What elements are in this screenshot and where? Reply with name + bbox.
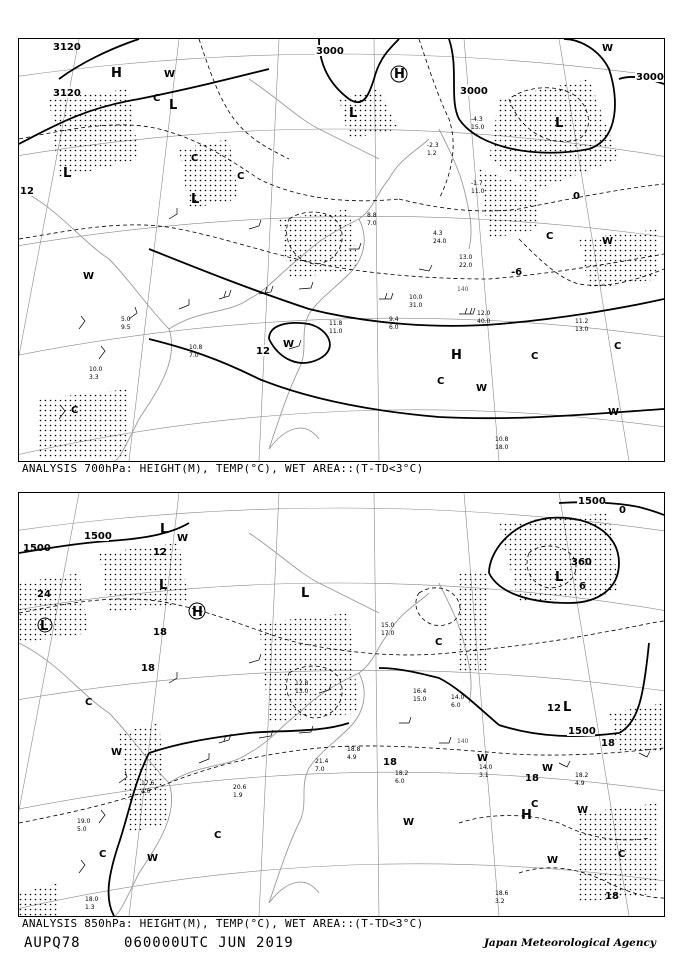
station-plot: [381, 622, 395, 637]
contour-value: 3000: [460, 86, 488, 97]
svg-text:14.0: 14.0: [479, 764, 493, 771]
contour-value: 12: [256, 346, 270, 357]
svg-text:16.4: 16.4: [413, 688, 427, 695]
cold-symbol: C: [618, 849, 626, 860]
warm-symbol: W: [177, 533, 189, 544]
high-center: H: [111, 66, 122, 81]
svg-text:14.0: 14.0: [451, 694, 465, 701]
cold-symbol: C: [531, 351, 539, 362]
svg-text:9.5: 9.5: [121, 324, 131, 331]
svg-text:10.0: 10.0: [89, 366, 103, 373]
svg-text:12.8: 12.8: [295, 680, 309, 687]
contour-value: 18: [383, 757, 397, 768]
warm-symbol: W: [283, 339, 295, 350]
svg-text:5.0: 5.0: [121, 316, 131, 323]
svg-text:13.0: 13.0: [575, 326, 589, 333]
cold-symbol: C: [614, 341, 622, 352]
svg-text:6.0: 6.0: [395, 778, 405, 785]
station-plot: [413, 688, 427, 703]
meridian-label: 140: [457, 286, 469, 293]
warm-symbol: W: [111, 747, 123, 758]
cold-symbol: C: [99, 849, 107, 860]
caption-850hpa: ANALYSIS 850hPa: HEIGHT(M), TEMP(°C), WET AREA::(T-TD<3°C): [22, 917, 424, 930]
svg-text:21.4: 21.4: [315, 758, 329, 765]
svg-text:18.0: 18.0: [85, 896, 99, 903]
meridian-label: 140: [457, 738, 469, 745]
low-center: L: [555, 116, 564, 131]
low-center-circled: L: [40, 619, 49, 634]
cold-symbol: C: [546, 231, 554, 242]
station-plot: [459, 254, 473, 269]
svg-text:18.6: 18.6: [495, 890, 509, 897]
contour-value: 18: [141, 663, 155, 674]
svg-text:20.6: 20.6: [233, 784, 247, 791]
svg-text:11.2: 11.2: [575, 318, 589, 325]
map-700hpa-svg: [19, 39, 664, 461]
contour-value: 1500: [578, 496, 606, 507]
svg-text:11.0: 11.0: [471, 188, 485, 195]
svg-text:3.2: 3.2: [495, 898, 505, 905]
warm-symbol: W: [403, 817, 415, 828]
svg-text:18.8: 18.8: [347, 746, 361, 753]
svg-text:3.3: 3.3: [89, 374, 99, 381]
warm-symbol: W: [83, 271, 95, 282]
map-panel-700hpa: [18, 38, 665, 462]
high-center-circled: H: [192, 605, 203, 620]
warm-symbol: W: [164, 69, 176, 80]
svg-text:6.0: 6.0: [451, 702, 461, 709]
station-plot: [89, 366, 103, 381]
cold-symbol: C: [531, 799, 539, 810]
warm-symbol: W: [602, 236, 614, 247]
low-center: L: [349, 106, 358, 121]
warm-symbol: W: [147, 853, 159, 864]
contour-value: 18: [525, 773, 539, 784]
svg-text:7.0: 7.0: [367, 220, 377, 227]
cold-symbol: C: [435, 637, 443, 648]
chart-identifier: [24, 935, 328, 951]
svg-text:6.0: 6.0: [389, 324, 399, 331]
high-center: H: [521, 808, 532, 823]
contour-value: 3000: [316, 46, 344, 57]
contour-value: 12: [20, 186, 34, 197]
coastlines-850: [19, 533, 471, 916]
station-plot: [315, 758, 329, 773]
station-plot: [495, 890, 509, 905]
station-plot: [479, 764, 493, 779]
svg-text:4.9: 4.9: [347, 754, 357, 761]
station-plot: [367, 212, 377, 227]
station-plot: [575, 772, 589, 787]
contour-value: 3000: [636, 72, 664, 83]
station-plot: [233, 784, 247, 799]
low-center: L: [169, 98, 178, 113]
low-center: L: [301, 586, 310, 601]
station-plot: [427, 142, 439, 157]
wind-barbs-700: [59, 208, 475, 419]
svg-text:7.0: 7.0: [315, 766, 325, 773]
station-plot: [495, 436, 509, 451]
svg-text:18.2: 18.2: [575, 772, 589, 779]
low-center: L: [191, 192, 200, 207]
svg-text:1.3: 1.3: [85, 904, 95, 911]
low-center: L: [563, 700, 572, 715]
cold-symbol: C: [153, 93, 161, 104]
svg-text:3.1: 3.1: [479, 772, 489, 779]
contour-value: 12: [153, 547, 167, 558]
cold-symbol: C: [85, 697, 93, 708]
station-plot: [77, 818, 91, 833]
cold-symbol: C: [71, 405, 79, 416]
low-center: L: [160, 522, 169, 537]
station-plot: [395, 770, 409, 785]
svg-text:-2.3: -2.3: [427, 142, 439, 149]
svg-text:19.0: 19.0: [77, 818, 91, 825]
contour-value: 24: [37, 589, 51, 600]
station-plot: [85, 896, 99, 911]
station-plot: [121, 316, 131, 331]
low-center: L: [555, 570, 564, 585]
svg-text:9.4: 9.4: [389, 316, 399, 323]
svg-text:1.9: 1.9: [233, 792, 243, 799]
station-plot: [451, 694, 465, 709]
contour-value: 18: [605, 891, 619, 902]
svg-text:13.0: 13.0: [459, 254, 473, 261]
svg-text:-1.7: -1.7: [471, 180, 483, 187]
station-plot: [295, 680, 309, 695]
svg-text:22.0: 22.0: [459, 262, 473, 269]
contour-value: 0: [619, 505, 626, 516]
valid-time: 060000UTC JUN 2019: [124, 935, 294, 951]
svg-text:31.0: 31.0: [409, 302, 423, 309]
cold-symbol: C: [214, 830, 222, 841]
warm-symbol: W: [608, 407, 620, 418]
warm-symbol: W: [477, 753, 489, 764]
contour-value: 18: [601, 738, 615, 749]
svg-text:17.0: 17.0: [381, 630, 395, 637]
svg-text:15.0: 15.0: [471, 124, 485, 131]
warm-symbol: W: [577, 805, 589, 816]
caption-700hpa: ANALYSIS 700hPa: HEIGHT(M), TEMP(°C), WET AREA::(T-TD<3°C): [22, 462, 424, 475]
contour-value: 0: [573, 191, 580, 202]
station-plot: [471, 180, 485, 195]
svg-text:10.0: 10.0: [409, 294, 423, 301]
station-plot: [433, 230, 447, 245]
svg-text:5.0: 5.0: [77, 826, 87, 833]
svg-text:12.0: 12.0: [477, 310, 491, 317]
station-plot: [347, 746, 361, 761]
station-plot: [189, 344, 203, 359]
map-850hpa-svg: [19, 493, 664, 916]
svg-text:-4.3: -4.3: [471, 116, 483, 123]
contour-value: 3120: [53, 88, 81, 99]
contour-value: 3120: [53, 42, 81, 53]
svg-text:7.0: 7.0: [189, 352, 199, 359]
svg-text:15.0: 15.0: [413, 696, 427, 703]
svg-text:18.2: 18.2: [395, 770, 409, 777]
svg-text:1.2: 1.2: [427, 150, 437, 157]
station-plot: [477, 310, 491, 325]
low-center: L: [63, 166, 72, 181]
svg-text:13.0: 13.0: [295, 688, 309, 695]
warm-symbol: W: [476, 383, 488, 394]
svg-text:18.0: 18.0: [495, 444, 509, 451]
contour-value: 1500: [23, 543, 51, 554]
warm-symbol: W: [547, 855, 559, 866]
chart-code: AUPQ78: [24, 935, 81, 951]
high-center-circled: H: [394, 67, 405, 82]
contour-value: 360: [571, 557, 592, 568]
warm-symbol: W: [602, 43, 614, 54]
contour-value: 6: [579, 581, 586, 592]
svg-text:10.8: 10.8: [495, 436, 509, 443]
svg-text:40.0: 40.0: [477, 318, 491, 325]
svg-text:11.0: 11.0: [329, 328, 343, 335]
cold-symbol: C: [191, 153, 199, 164]
contour-value: 1500: [84, 531, 112, 542]
svg-text:4.3: 4.3: [433, 230, 443, 237]
svg-text:4.0: 4.0: [141, 788, 151, 795]
svg-text:10.8: 10.8: [189, 344, 203, 351]
svg-text:15.0: 15.0: [381, 622, 395, 629]
cold-symbol: C: [437, 376, 445, 387]
agency-credit: Japan Meteorological Agency: [483, 937, 656, 949]
wind-barbs-850: [79, 654, 650, 873]
contour-value: 18: [153, 627, 167, 638]
svg-text:24.0: 24.0: [433, 238, 447, 245]
contour-value: -6: [511, 267, 523, 278]
map-panel-850hpa: [18, 492, 665, 917]
warm-symbol: W: [542, 763, 554, 774]
contour-value: 12: [547, 703, 561, 714]
svg-text:11.8: 11.8: [329, 320, 343, 327]
contour-value: 1500: [568, 726, 596, 737]
svg-text:17.6: 17.6: [141, 780, 155, 787]
station-plot: [329, 320, 343, 335]
station-plot: [409, 294, 423, 309]
station-plot: [575, 318, 589, 333]
svg-text:4.9: 4.9: [575, 780, 585, 787]
station-plot: [471, 116, 485, 131]
station-plot: [389, 316, 399, 331]
high-center: H: [451, 348, 462, 363]
cold-symbol: C: [237, 171, 245, 182]
low-center: L: [159, 578, 168, 593]
svg-text:8.8: 8.8: [367, 212, 377, 219]
